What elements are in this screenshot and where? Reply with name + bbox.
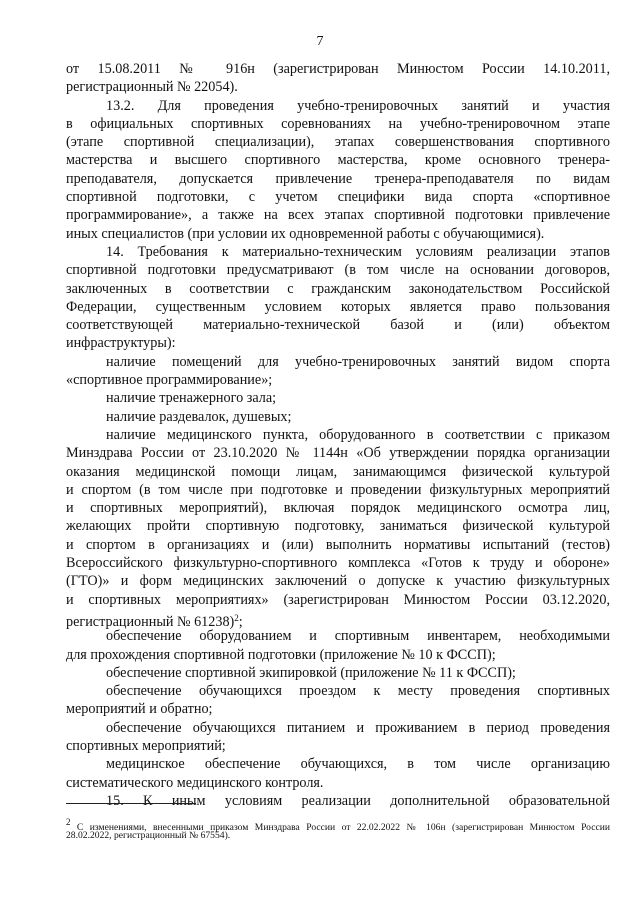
line-text: обеспечение спортивной экипировкой (приложение № 11 к ФССП);	[106, 664, 516, 681]
text-line	[66, 353, 610, 371]
line-text: соответствующей материально-технической базой и (или) объектом	[66, 317, 610, 334]
footnote-marker: 2	[66, 817, 71, 827]
footnote-line-1	[66, 816, 610, 833]
line-text: от 15.08.2011 № 916н (зарегистрирован Минюстом России 14.10.2011,	[66, 61, 610, 77]
line-text: обеспечение оборудованием и спортивным инвентарем, необходимыми	[106, 628, 610, 645]
text-line	[66, 78, 610, 96]
text-line	[66, 536, 610, 554]
text-line	[66, 463, 610, 481]
line-text: заключенных в соответствии с гражданским законодательством Российской	[66, 280, 610, 297]
line-text: 14. Требования к материально-техническим условиям реализации этапов	[106, 243, 610, 260]
text-line	[66, 572, 610, 590]
line-tail: ;	[238, 613, 243, 630]
text-line	[66, 646, 610, 664]
line-text: иных специалистов (при условии их одновременной работы с обучающимися).	[66, 225, 545, 242]
line-text: программирование», а также на всех этапах спортивной подготовки привлечение	[66, 207, 610, 224]
line-text: наличие раздевалок, душевых;	[106, 408, 292, 425]
line-text: оказания медицинской помощи лицам, занимающимся физической культурой	[66, 463, 610, 480]
footnote-separator	[66, 803, 196, 804]
line-text: преподавателя, допускается привлечение тренера-преподавателя по видам	[66, 170, 610, 187]
line-text: «спортивное программирование»;	[66, 372, 273, 389]
text-line	[66, 334, 610, 352]
text-line	[66, 591, 610, 609]
line-text: и спортивных мероприятий), включая порядок медицинского осмотра лиц,	[66, 500, 610, 517]
line-text: 15. К иным условиям реализации дополнительной образовательной	[106, 792, 610, 809]
text-line	[66, 554, 610, 572]
text-line	[66, 774, 610, 792]
document-body	[66, 60, 610, 810]
text-line	[66, 316, 610, 334]
text-line	[66, 280, 610, 298]
footnote-text-1: С изменениями, внесенными приказом Минздрава России от 22.02.2022 № 106н (зарегистрирован Минюстом России	[70, 822, 610, 833]
text-line	[66, 389, 610, 407]
line-text: и спортом (в том числе при подготовке и проведении физкультурных мероприятий	[66, 481, 610, 498]
text-line	[66, 225, 610, 243]
text-line	[66, 298, 610, 316]
text-line	[66, 97, 610, 115]
text-line	[66, 719, 610, 737]
text-line	[66, 133, 610, 151]
text-line	[66, 792, 610, 810]
line-text: Федерации, существенным условием которых является право пользования	[66, 298, 610, 315]
text-line	[66, 664, 610, 682]
line-text: медицинское обеспечение обучающихся, в том числе организацию	[106, 756, 610, 773]
text-line	[66, 682, 610, 700]
text-line	[66, 700, 610, 718]
text-line	[66, 627, 610, 645]
text-line	[66, 261, 610, 279]
line-text: 13.2. Для проведения учебно-тренировочных занятий и участия	[106, 97, 610, 114]
line-text: Всероссийского физкультурно-спортивного комплекса «Готов к труду и обороне»	[66, 555, 610, 572]
footnote-line-2: 28.02.2022, регистрационный № 67554).	[66, 830, 231, 841]
line-text: инфраструктуры):	[66, 335, 176, 352]
text-line	[66, 755, 610, 773]
line-text: мероприятий и обратно;	[66, 701, 213, 718]
line-text: спортивной подготовки, с учетом специфики вида спорта «спортивное	[66, 189, 610, 206]
text-line	[66, 444, 610, 462]
text-line	[66, 206, 610, 224]
line-text: наличие тренажерного зала;	[106, 390, 277, 407]
line-text: (этапе спортивной специализации), этапах совершенствования спортивного	[66, 134, 610, 151]
text-line	[66, 115, 610, 133]
text-line	[66, 371, 610, 389]
line-text: мастерства и высшего спортивного мастерства, кроме основного тренера-	[66, 152, 610, 169]
text-line	[66, 737, 610, 755]
line-text: регистрационный № 22054).	[66, 79, 238, 96]
footnote	[66, 816, 610, 842]
line-text: систематического медицинского контроля.	[66, 774, 324, 791]
line-text: в официальных спортивных соревнованиях на учебно-тренировочном этапе	[66, 115, 610, 132]
text-line	[66, 243, 610, 261]
line-text: спортивной подготовки предусматривают (в том числе на основании договоров,	[66, 262, 610, 279]
text-line	[66, 609, 610, 630]
line-text: обеспечение обучающихся питанием и проживанием в период проведения	[106, 719, 610, 736]
line-text: и спортивных мероприятиях» (зарегистрирован Минюстом России 03.12.2020,	[66, 591, 610, 608]
line-text: регистрационный № 61238)	[66, 613, 235, 630]
text-line	[66, 408, 610, 426]
page-number: 7	[316, 34, 324, 49]
text-line	[66, 170, 610, 188]
text-line	[66, 517, 610, 535]
line-text: Минздрава России от 23.10.2020 № 1144н «Об утверждении порядка организации	[66, 445, 610, 462]
line-text: наличие помещений для учебно-тренировочных занятий видом спорта	[106, 353, 610, 370]
text-line	[66, 481, 610, 499]
text-line	[66, 426, 610, 444]
text-line	[66, 60, 610, 78]
text-line	[66, 151, 610, 169]
line-text: и спортом в организациях и (или) выполнить нормативы испытаний (тестов)	[66, 536, 610, 553]
line-text: наличие медицинского пункта, оборудованного в соответствии с приказом	[106, 426, 610, 443]
line-text: для прохождения спортивной подготовки (приложение № 10 к ФССП);	[66, 646, 496, 663]
text-line	[66, 499, 610, 517]
line-text: (ГТО)» и форм медицинских заключений о допуске к участию физкультурных	[66, 573, 610, 590]
line-text: спортивных мероприятий;	[66, 737, 226, 754]
line-text: желающих пройти спортивную подготовку, заниматься физической культурой	[66, 518, 610, 535]
footnote-reference: 2	[234, 612, 239, 623]
line-text: обеспечение обучающихся проездом к месту проведения спортивных	[106, 683, 610, 700]
text-line	[66, 188, 610, 206]
